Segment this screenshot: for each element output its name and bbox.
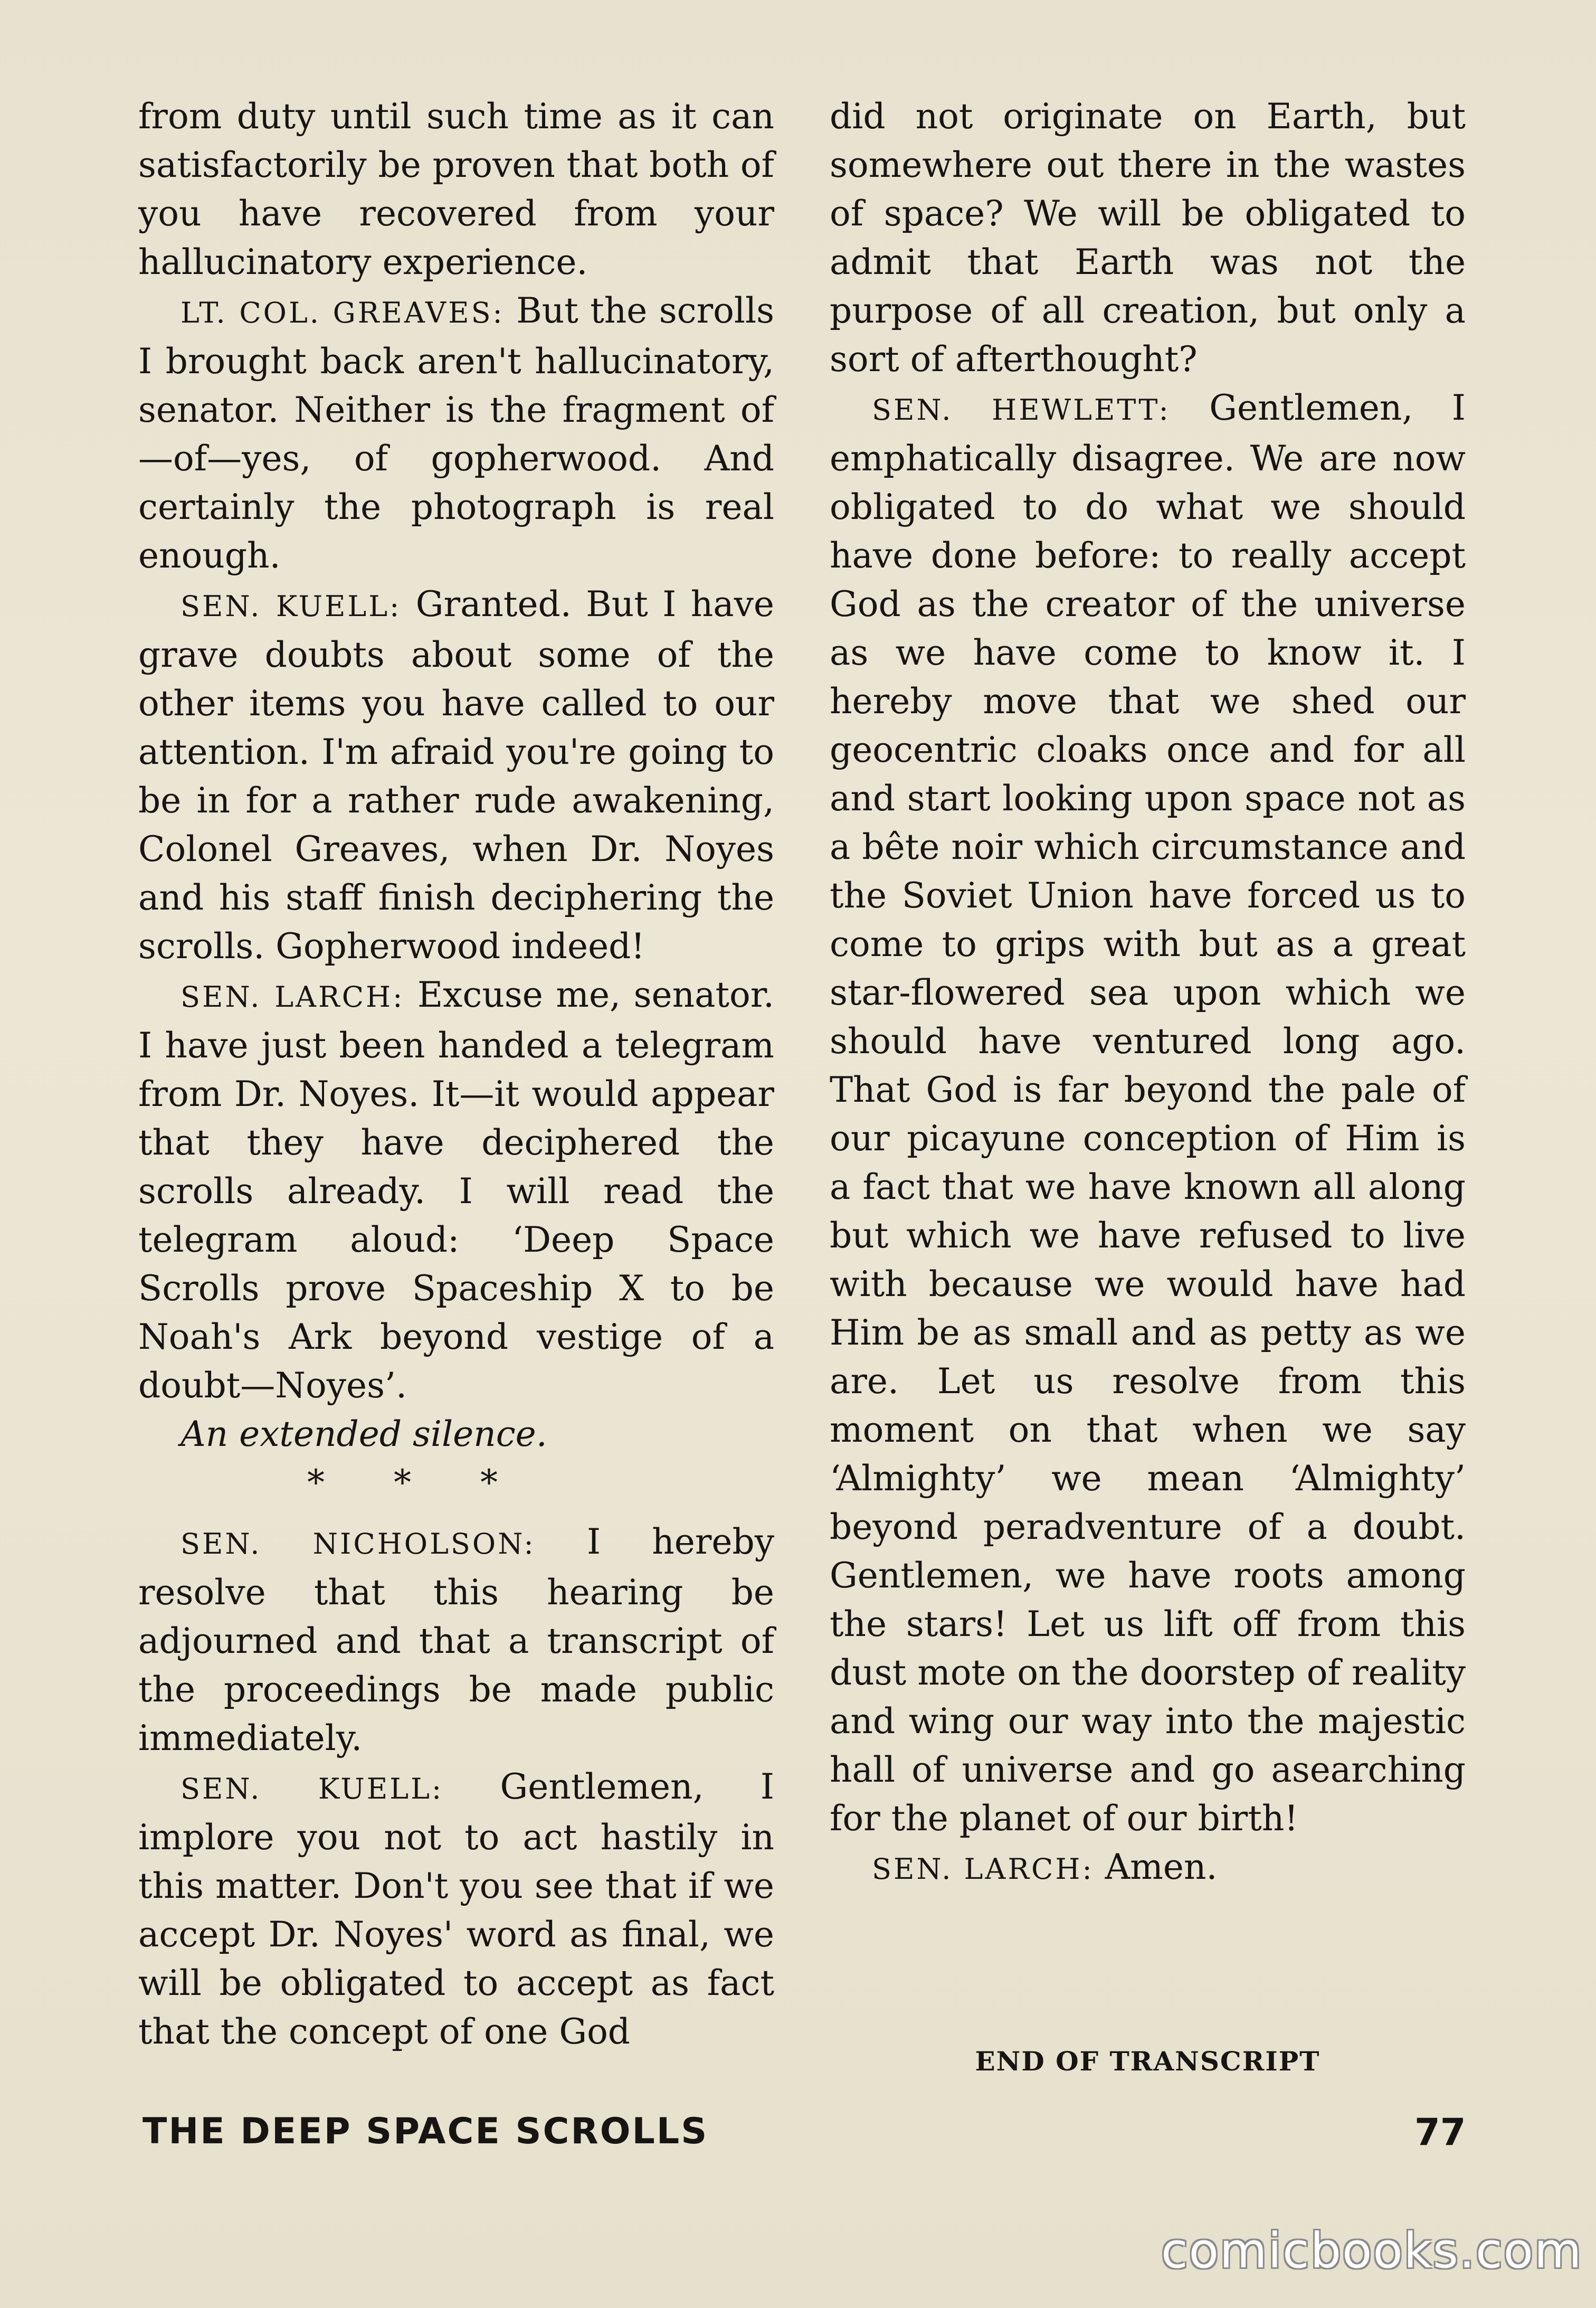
page-number: 77 [1414, 2111, 1466, 2154]
paragraph-nicholson [138, 1518, 774, 1763]
paragraph-hewlett [830, 384, 1466, 1843]
speech-text: Granted. But I have grave doubts about some of the other items you have called to our attention. I'm afraid you're going to be in for a rather rude awakening, Colonel Greaves, when Dr. Noyes and his staff finish deciphering the scrolls. Gopherwood indeed! [138, 584, 774, 967]
speaker-label: LT. COL. GREAVES: [180, 296, 505, 329]
speech-text: Gentlemen, I emphatically disagree. We are now obligated to do what we should have done before: to really accept God as the creator of the universe as we have come to know it. I hereby move that we shed our geocentric cloaks once and for all and start looking upon space not as a bête noir which circumstance and the Soviet Union have forced us to come to grips with but as a great star-flowered sea upon which we should have ventured long ago. That God is far beyond the pale of our picayune conception of Him is a fact that we have known all along but which we have refused to live with because we would have had Him be as small and as petty as we are. Let us resolve from this moment on that when we say ‘Almighty’ we mean ‘Almighty’ beyond peradventure of a doubt. Gentlemen, we have roots among the stars! Let us lift off from this dust mote on the doorstep of reality and wing our way into the majestic hall of universe and go asearching for the planet of our birth! [830, 387, 1466, 1839]
paragraph-continuation: from duty until such time as it can satisfactorily be proven that both of you have recovered from your hallucinatory experience. [138, 96, 774, 282]
speech-text: I hereby resolve that this hearing be adjourned and that a transcript of the proceedings be made public immediately. [138, 1521, 774, 1758]
paragraph-larch-2 [830, 1843, 1466, 1894]
speaker-label: SEN. KUELL: [180, 590, 402, 623]
speaker-label: SEN. KUELL: [180, 1772, 444, 1805]
speech-text: Amen. [1094, 1847, 1218, 1887]
paragraph-continuation: did not originate on Earth, but somewhere out there in the wastes of space? We will be obligated to admit that Earth was not the purpose of all creation, but only a sort of afterthought? [830, 96, 1466, 380]
site-watermark: comicbooks.com [1161, 2222, 1583, 2279]
right-column [830, 92, 1466, 1894]
paragraph-kuell-2 [138, 1763, 774, 2056]
stage-direction: An extended silence. [180, 1414, 547, 1454]
running-footer-title: THE DEEP SPACE SCROLLS [142, 2111, 709, 2152]
left-column [138, 92, 774, 2056]
speaker-label: SEN. NICHOLSON: [180, 1527, 536, 1560]
paragraph-larch [138, 971, 774, 1410]
speech-text: Gentlemen, I implore you not to act hastily in this matter. Don't you see that if we accept Dr. Noyes' word as final, we will be obligated to accept as fact that the concept of one God [138, 1766, 775, 2052]
speaker-label: SEN. LARCH: [872, 1852, 1094, 1886]
section-separator: * * * [307, 1462, 527, 1503]
speaker-label: SEN. LARCH: [180, 980, 405, 1014]
speaker-label: SEN. HEWLETT: [872, 393, 1171, 427]
paragraph-greaves [138, 287, 774, 580]
speech-text: Excuse me, senator. I have just been handed a telegram from Dr. Noyes. It—it would appear that they have deciphered the scrolls already. I will read the telegram aloud: ‘Deep Space Scrolls prove Spaceship X to be Noah's Ark beyond vestige of a doubt—Noyes’. [138, 975, 775, 1406]
end-of-transcript-label: END OF TRANSCRIPT [975, 2046, 1320, 2077]
speech-text: But the scrolls I brought back aren't hallucinatory, senator. Neither is the fragment of—of—yes, of gopherwood. And certainly the photograph is real enough. [138, 290, 774, 576]
paragraph-kuell [138, 580, 774, 971]
